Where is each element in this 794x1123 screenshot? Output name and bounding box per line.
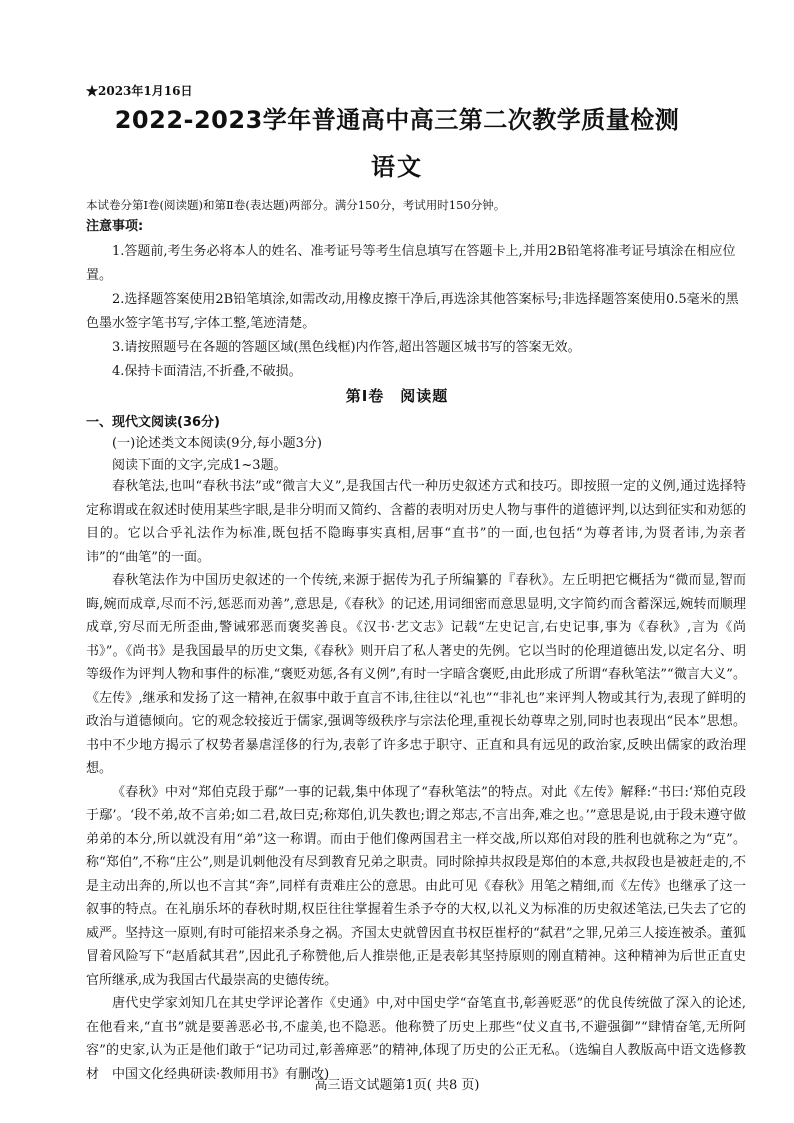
section-title: 一、现代文阅读(36分) xyxy=(86,415,220,430)
passage-paragraph: 唐代史学家刘知几在其史学评论著作《史通》中,对中国史学“奋笔直书,彰善贬恶”的优良传统做了深入的论述,在他看来,“直书”就是要善恶必书,不虚美,也不隐恶。他称赞了历史上那些“仗义直书,不避强御”“肆情奋笔,无所阿容”的史家,认为正是他们敢于“记功司过,彰善瘅恶”的精神,体现了历史的公正无私。（选编自人教版高中语文选修教材 中国文化经典研读·教师用书》有删改) xyxy=(86,996,746,1082)
note-item: 4.保持卡面清洁,不折叠,不破损。 xyxy=(112,364,302,379)
reading-instruction: 阅读下面的文字,完成1~3题。 xyxy=(112,458,287,473)
notes-heading: 注意事项: xyxy=(86,219,144,234)
passage-paragraph: 《春秋》中对“郑伯克段于鄢”一事的记载,集中体现了“春秋笔法”的特点。对此《左传》解释:“书曰:‘郑伯克段于鄢’。‘段不弟,故不言弟;如二君,故曰克;称郑伯,讥失教也;谓之郑志,不言出奔,难之也。’”意思是说,由于段未遵守做弟弟的本分,所以就没有用“弟”这一称谓。而由于他们像两国君主一样交战,所以郑伯对段的胜利也就称之为“克”。称“郑伯”,不称“庄公”,则是讥刺他没有尽到教育兄弟之职责。同时除掉共叔段是郑伯的本意,共叔段也是被赶走的,不是主动出奔的,所以也不言其“奔”,同样有责难庄公的意思。由此可见《春秋》用笔之精细,而《左传》也继承了这一叙事的特点。在礼崩乐坏的春秋时期,权臣往往掌握着生杀予夺的大权,以礼义为标准的历史叙述笔法,已失去了它的威严。坚持这一原则,有时可能招来杀身之祸。齐国太史就曾因直书权臣崔杼的“弑君”之罪,兄弟三人接连被杀。董狐冒着风险写下“赵盾弑其君”,因此孔子称赞他,后人推崇他,正是表彰其坚持原则的刚直精神。这种精神为后世正直史官所继承,成为我国古代最崇高的史德传统。 xyxy=(86,784,746,988)
subsection-title: (一)论述类文本阅读(9分,每小题3分) xyxy=(112,436,322,451)
note-item: 3.请按照题号在各题的答题区域(黑色线框)内作答,超出答题区城书写的答案无效。 xyxy=(112,340,581,355)
notes-list xyxy=(86,240,746,384)
exam-intro: 本试卷分第Ⅰ卷(阅读题)和第Ⅱ卷(表达题)两部分。满分150分，考试用时150分钟。 xyxy=(86,198,506,212)
passage-paragraph: 春秋笔法,也叫“春秋书法”或“微言大义”,是我国古代一种历史叙述方式和技巧。即按照一定的义例,通过选择特定称谓或在叙述时使用某些字眼,是非分明而又简约、含蓄的表明对历史人物与事件的道德评判,以达到征实和劝惩的目的。它以合乎礼法作为标准,既包括不隐晦事实真相,居事“直书”的一面,也包括“为尊者讳,为贤者讳,为亲者讳”的“曲笔”的一面。 xyxy=(86,479,746,565)
passage-paragraph: 春秋笔法作为中国历史叙述的一个传统,来源于据传为孔子所编纂的『春秋》。左丘明把它概括为“微而显,智而晦,婉而成章,尽而不污,惩恶而劝善”,意思是,《春秋》的记述,用词细密而意思显明,文字简约而含蓄深远,婉转而顺理成章,穷尽而无所歪曲,警诫邪恶而褒奖善良。《汉书·艺文志》记载“左史记言,右史记事,事为《春秋》,言为《尚书》”。《尚书》是我国最早的历史文集,《春秋》则开启了私人著史的先例。它以当时的伦理道德出发,以定名分、明等级作为评判人物和事件的标准,“褒贬劝惩,各有义例”,有时一字暗含褒贬,由此形成了所谓“春秋笔法”“微言大义”。《左传》,继承和发扬了这一精神,在叙事中敢于直言不讳,往往以“礼也”“非礼也”来评判人物或其行为,表现了鲜明的政治与道德倾向。它的观念较接近于儒家,强调等级秩序与宗法伦理,重视长幼尊卑之别,同时也表现出“民本”思想。书中不少地方揭示了权势者暴虐淫侈的行为,表彰了许多忠于职守、正直和具有远见的政治家,反映出儒家的政治理想。 xyxy=(86,573,746,776)
note-item: 2.选择题答案使用2B铅笔填涂,如需改动,用橡皮擦干净后,再选涂其他答案标号;非选择题答案使用0.5毫米的黑色墨水签字笔书写,字体工整,笔迹清楚。 xyxy=(86,292,739,331)
page-footer: 高三语文试题第1页( 共8 页) xyxy=(314,1078,480,1093)
exam-subject: 语文 xyxy=(371,153,423,181)
exam-date: ★2023年1月16日 xyxy=(86,84,193,98)
exam-title: 2022-2023学年普通高中高三第二次教学质量检测 xyxy=(114,106,680,134)
reading-passage xyxy=(86,475,746,1086)
note-item: 1.答题前,考生务必将本人的姓名、准考证号等考生信息填写在答题卡上,并用2B铅笔将准考证号填涂在相应位置。 xyxy=(86,244,736,283)
part-title: 第Ⅰ卷 阅读题 xyxy=(345,387,449,405)
